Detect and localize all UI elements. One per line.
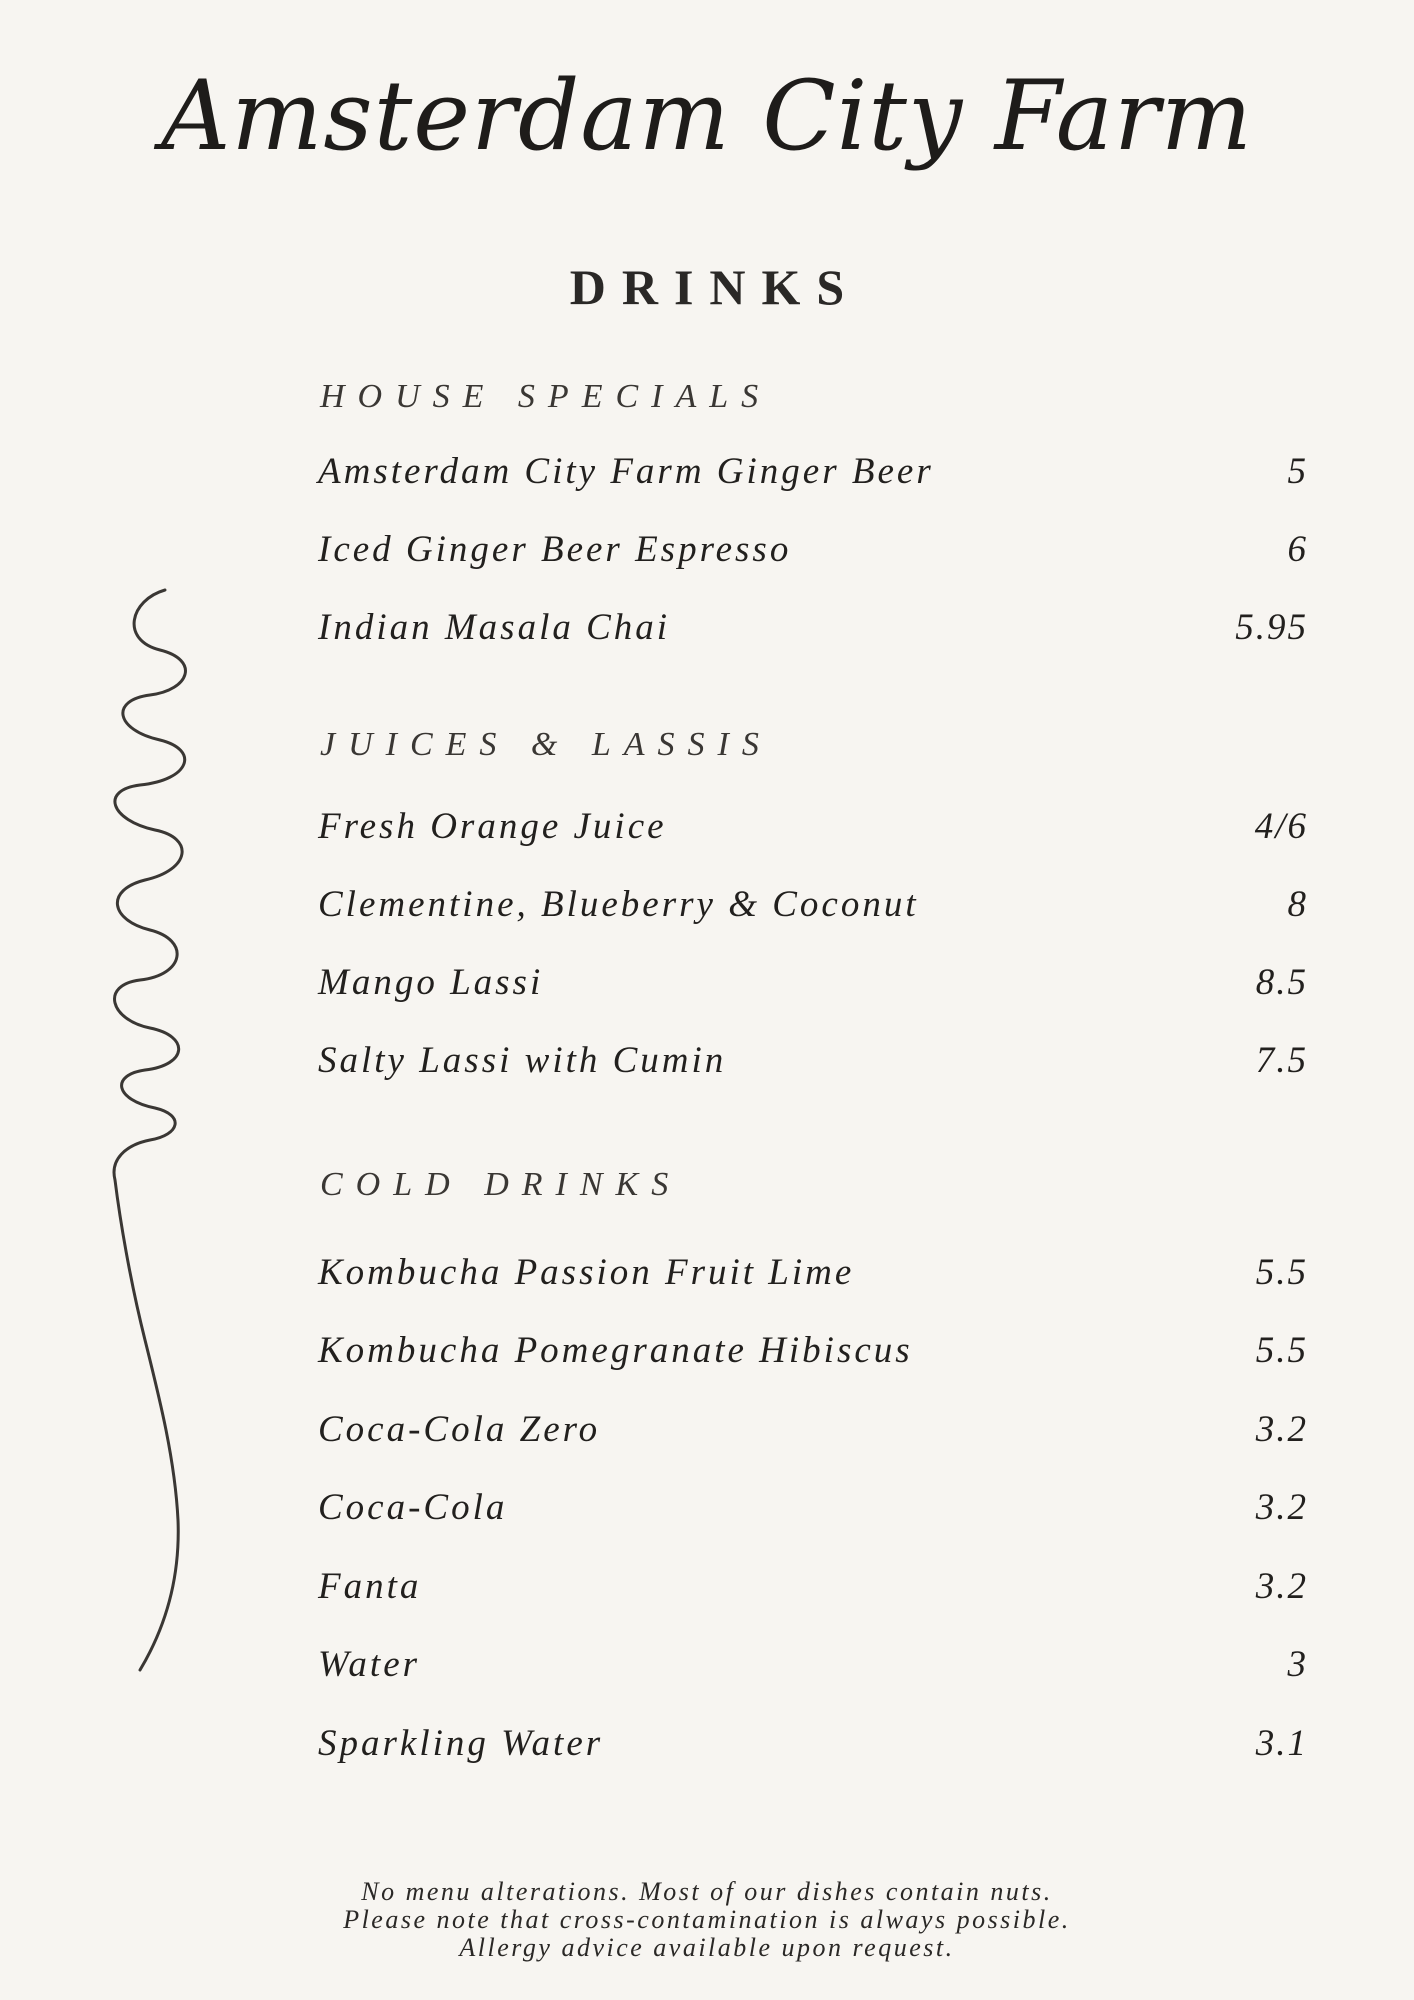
item-price: 5 xyxy=(1287,451,1308,492)
list-item xyxy=(318,1251,1308,1303)
item-price: 4/6 xyxy=(1254,806,1308,847)
list-item xyxy=(318,606,1308,658)
item-name: Fresh Orange Juice xyxy=(318,806,667,847)
item-price: 5.95 xyxy=(1235,607,1308,648)
item-name: Sparkling Water xyxy=(318,1723,604,1764)
footer-line: Allergy advice available upon request. xyxy=(459,1933,955,1962)
page-title: DRINKS xyxy=(569,259,861,315)
item-name: Coca-Cola Zero xyxy=(318,1409,601,1450)
list-item xyxy=(318,1486,1308,1538)
section-title-juices-lassis: JUICES & LASSIS xyxy=(320,726,772,763)
list-item xyxy=(318,1565,1308,1617)
item-price: 3.2 xyxy=(1255,1566,1308,1607)
item-name: Salty Lassi with Cumin xyxy=(318,1040,727,1081)
footer-line: Please note that cross-contamination is always possible. xyxy=(343,1905,1071,1934)
section-title-house-specials: HOUSE SPECIALS xyxy=(320,378,772,415)
item-price: 3 xyxy=(1287,1644,1308,1685)
item-name: Amsterdam City Farm Ginger Beer xyxy=(318,451,934,492)
item-price: 3.1 xyxy=(1255,1723,1308,1764)
brand-title: Amsterdam City Farm xyxy=(161,60,1253,172)
item-name: Mango Lassi xyxy=(318,962,544,1003)
item-name: Fanta xyxy=(318,1566,422,1607)
item-name: Clementine, Blueberry & Coconut xyxy=(318,884,919,925)
list-item xyxy=(318,1722,1308,1774)
list-item xyxy=(318,1039,1308,1091)
item-price: 6 xyxy=(1287,529,1308,570)
item-price: 3.2 xyxy=(1255,1409,1308,1450)
item-price: 5.5 xyxy=(1255,1330,1308,1371)
footer-line: No menu alterations. Most of our dishes contain nuts. xyxy=(361,1877,1053,1906)
item-price: 3.2 xyxy=(1255,1487,1308,1528)
item-name: Kombucha Passion Fruit Lime xyxy=(318,1252,855,1293)
item-name: Iced Ginger Beer Espresso xyxy=(318,529,792,570)
item-price: 8 xyxy=(1287,884,1308,925)
item-name: Water xyxy=(318,1644,421,1685)
item-price: 8.5 xyxy=(1255,962,1308,1003)
list-item xyxy=(318,1329,1308,1381)
item-price: 7.5 xyxy=(1255,1040,1308,1081)
list-item xyxy=(318,528,1308,580)
menu-script-decoration xyxy=(70,580,220,1680)
item-price: 5.5 xyxy=(1255,1252,1308,1293)
item-name: Coca-Cola xyxy=(318,1487,508,1528)
list-item xyxy=(318,805,1308,857)
list-item xyxy=(318,1408,1308,1460)
allergy-footer xyxy=(0,1878,1414,1962)
list-item xyxy=(318,450,1308,502)
list-item xyxy=(318,1643,1308,1695)
list-item xyxy=(318,961,1308,1013)
section-title-cold-drinks: COLD DRINKS xyxy=(320,1166,682,1203)
item-name: Indian Masala Chai xyxy=(318,607,671,648)
item-name: Kombucha Pomegranate Hibiscus xyxy=(318,1330,913,1371)
list-item xyxy=(318,883,1308,935)
